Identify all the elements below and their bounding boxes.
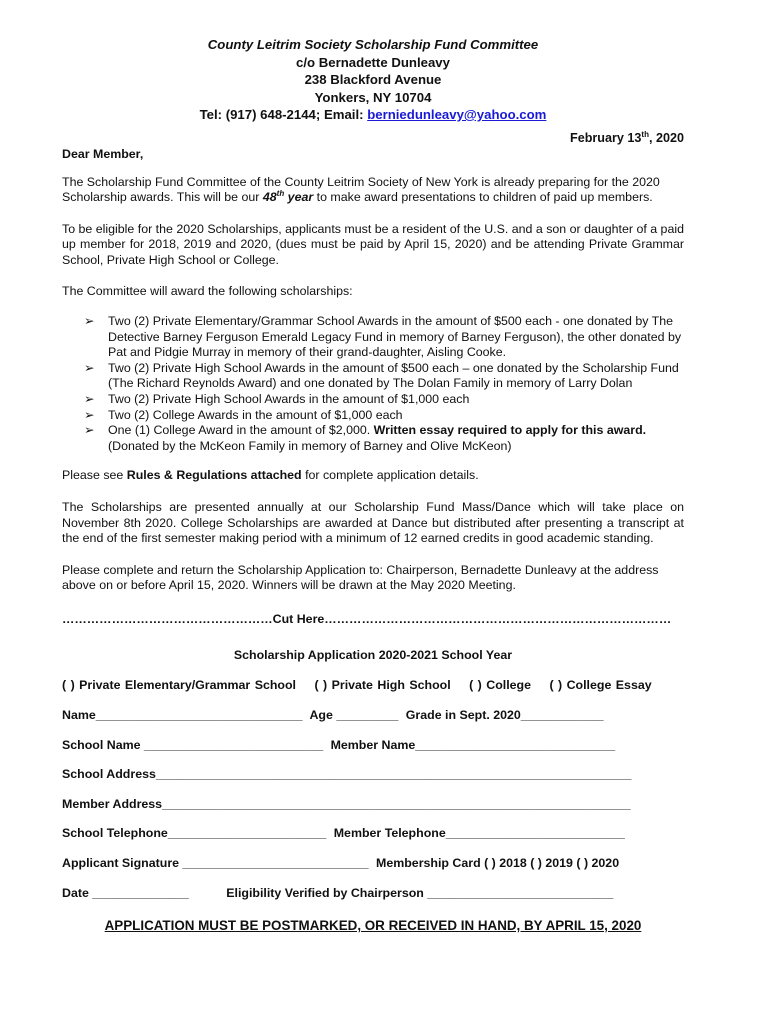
org-name: County Leitrim Society Scholarship Fund Committee [207, 37, 539, 52]
city-state-zip: Yonkers, NY 10704 [314, 89, 432, 105]
date-field: Date ______________ [62, 885, 189, 900]
option-college-essay: ( ) College Essay [549, 677, 652, 692]
arrow-bullet-icon: ➢ [84, 423, 95, 438]
scholarship-list [84, 314, 684, 454]
school-member-name-row [62, 738, 684, 754]
signature-row [62, 856, 684, 872]
email-link[interactable]: berniedunleavy@yahoo.com [367, 107, 547, 122]
member-name-field: Member Name_____________________________ [330, 737, 616, 752]
arrow-bullet-icon: ➢ [84, 360, 95, 375]
care-of: c/o Bernadette Dunleavy [296, 54, 450, 70]
telephone-label: Tel: (917) 648-2144; Email: [199, 107, 368, 122]
option-college: ( ) College [469, 677, 531, 692]
paragraph-eligibility: To be eligible for the 2020 Scholarships, applicants must be a resident of the U.S. and a son or daughter of a paid up member for 2018, 2019 and 2020, (dues must be paid by April 15, 2020) and be attending Private Grammar School, Private High School or College. [62, 221, 684, 267]
letter-date: February 13th, 2020 [570, 129, 684, 145]
paragraph-presentation: The Scholarships are presented annually at our Scholarship Fund Mass/Dance which will take place on November 8th 2020. College Scholarships are awarded at Dance but distributed after presenting a transcript at the end of the first semester making period with a minimum of 12 earned credits in good academic standing. [62, 500, 684, 546]
cut-here-line: ……………………………………………Cut Here………………………………………………………………………… [62, 611, 672, 626]
letterhead [62, 36, 684, 124]
member-address-row [62, 797, 684, 813]
school-telephone-field: School Telephone_______________________ [62, 826, 327, 841]
name-field: Name______________________________ [62, 707, 303, 722]
list-item: ➢ Two (2) Private High School Awards in the amount of $500 each – one donated by the Scholarship Fund (The Richard Reynolds Award) and one donated by The Dolan Family in memory of Larry Dolan [84, 360, 679, 391]
paragraph-return-instructions: Please complete and return the Scholarship Application to: Chairperson, Bernadette Dunleavy at the address above on or before April 15, 2020. Winners will be drawn at the May 2020 Meeting. [62, 562, 659, 593]
date-row [62, 886, 684, 902]
option-private-elementary: ( ) Private Elementary/Grammar School [62, 677, 297, 692]
eligibility-verified-field: Eligibility Verified by Chairperson ___________________________ [226, 885, 614, 900]
list-item: ➢ Two (2) Private Elementary/Grammar School Awards in the amount of $500 each - one donated by The Detective Barney Ferguson Emerald Legacy Fund in memory of Barney Ferguson), the other donated by Pat and Pidgie Murray in memory of their grand-daughter, Aisling Cooke. [84, 314, 682, 360]
paragraph-intro: The Scholarship Fund Committee of the County Leitrim Society of New York is already preparing for the 2020 Scholarship awards. This will be our 48th year to make award presentations to children of paid up members. [62, 174, 660, 205]
telephone-row [62, 826, 684, 842]
membership-card-field: Membership Card ( ) 2018 ( ) 2019 ( ) 2020 [376, 855, 620, 870]
list-item: ➢ Two (2) College Awards in the amount of $1,000 each [84, 407, 403, 422]
paragraph-awards-intro: The Committee will award the following scholarships: [62, 284, 353, 299]
member-telephone-field: Member Telephone__________________________ [333, 826, 625, 841]
list-item: ➢ One (1) College Award in the amount of $2,000. Written essay required to apply for this award. (Donated by the McKeon Family in memory of Barney and Olive McKeon) [84, 423, 647, 453]
name-row [62, 708, 684, 724]
postmark-deadline-notice: APPLICATION MUST BE POSTMARKED, OR RECEIVED IN HAND, BY APRIL 15, 2020 [104, 918, 642, 934]
member-address-field: Member Address____________________________________________________________________ [62, 796, 631, 811]
arrow-bullet-icon: ➢ [84, 407, 95, 422]
arrow-bullet-icon: ➢ [84, 314, 95, 329]
age-field: Age _________ [309, 707, 399, 722]
grade-field: Grade in Sept. 2020____________ [405, 707, 604, 722]
application-title: Scholarship Application 2020-2021 School Year [233, 647, 513, 662]
school-type-options [62, 678, 684, 692]
arrow-bullet-icon: ➢ [84, 392, 95, 407]
greeting: Dear Member, [62, 146, 144, 161]
applicant-signature-field: Applicant Signature ___________________________ [62, 855, 369, 870]
street-address: 238 Blackford Avenue [304, 72, 442, 87]
contact-line [62, 106, 684, 124]
letter-page [62, 36, 684, 933]
list-item: ➢ Two (2) Private High School Awards in the amount of $1,000 each [84, 392, 470, 407]
school-name-field: School Name __________________________ [62, 737, 324, 752]
school-address-row [62, 767, 684, 783]
school-address-field: School Address_____________________________________________________________________ [62, 767, 632, 782]
option-private-high-school: ( ) Private High School [314, 677, 451, 692]
paragraph-rules: Please see Rules & Regulations attached for complete application details. [62, 468, 479, 483]
